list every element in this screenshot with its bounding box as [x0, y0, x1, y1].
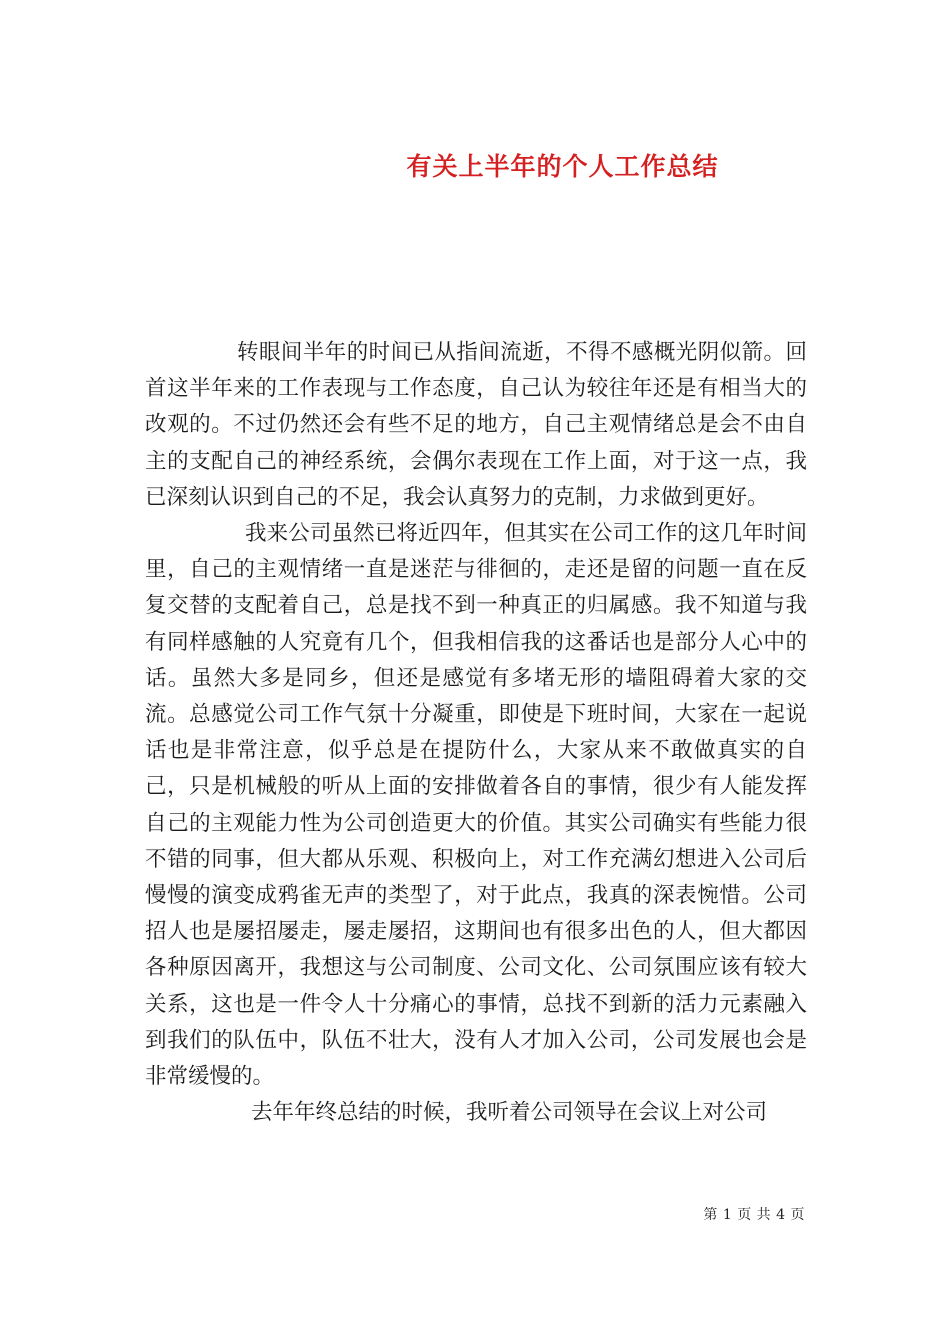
paragraph-2: 我来公司虽然已将近四年，但其实在公司工作的这几年时间里，自己的主观情绪一直是迷茫与徘徊的，走还是留的问题一直在反复交替的支配着自己，总是找不到一种真正的归属感。我不知道与我有同样感触的人究竟有几个，但我相信我的这番话也是部分人心中的话。虽然大多是同乡，但还是感觉有多堵无形的墙阻碍着大家的交流。总感觉公司工作气氛十分凝重，即使是下班时间，大家在一起说话也是非常注意，似乎总是在提防什么，大家从来不敢做真实的自己，只是机械般的听从上面的安排做着各自的事情，很少有人能发挥自己的主观能力性为公司创造更大的价值。其实公司确实有些能力很不错的同事，但大都从乐观、积极向上，对工作充满幻想进入公司后慢慢的演变成鸦雀无声的类型了，对于此点，我真的深表惋惜。公司招人也是屡招屡走，屡走屡招，这期间也有很多出色的人，但大都因各种原因离开，我想这与公司制度、公司文化、公司氛围应该有较大关系，这也是一件令人十分痛心的事情，总找不到新的活力元素融入到我们的队伍中，队伍不壮大，没有人才加入公司，公司发展也会是非常缓慢的。	[145, 521, 807, 1090]
paragraph-1: 转眼间半年的时间已从指间流逝，不得不感概光阴似箭。回首这半年来的工作表现与工作态度，自己认为较往年还是有相当大的改观的。不过仍然还会有些不足的地方，自己主观情绪总是会不由自主的支配自己的神经系统，会偶尔表现在工作上面，对于这一点，我已深刻认识到自己的不足，我会认真努力的克制，力求做到更好。	[145, 340, 807, 510]
document-title: 有关上半年的个人工作总结	[406, 151, 719, 181]
paragraph-3: 去年年终总结的时候，我听着公司领导在会议上对公司	[251, 1100, 768, 1126]
document-body	[145, 335, 807, 1131]
page-number-footer: 第 1 页 共 4 页	[703, 1207, 805, 1223]
